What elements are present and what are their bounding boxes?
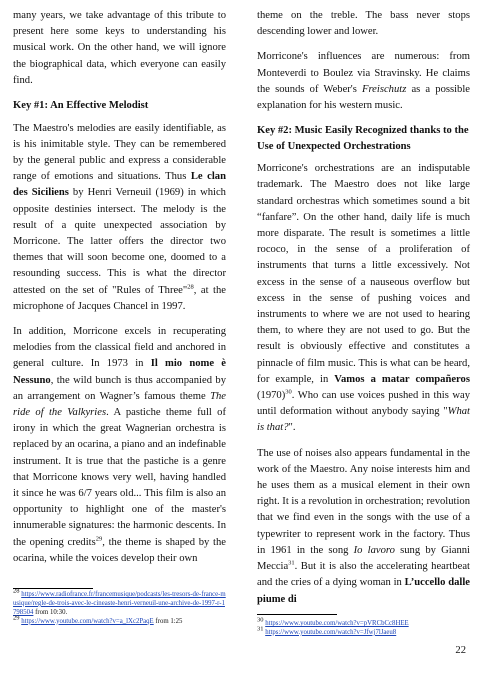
orchestration-paragraph: Morricone's orchestrations are an indisputable trademark. The Maestro does not like large standard orchestras which sometimes sound a bit “fanfare”. On the other hand, daily life is much more disparate. The result is sometimes a little rococo, in the sense of a proliferation of instruments that turns a little excessively. Not excess in the sense of a nauseous overflow but excess in the sense of pushing voices and instruments to where we are not used to hearing them, to where they are not used to go. But the result is obviously effective and constitutes a pinnacle of film music. This is what can be heard, for example, in Vamos a matar compañeros $(1970)^{30}$. Who can use voices pushed in this way until deformation without anybody saying "What is that?". — [257, 163, 470, 434]
right-column — [257, 8, 470, 617]
section-heading-key-2: Key #2: Music Easily Recognized thanks to the Use of Unexpected Orchestrations — [257, 125, 469, 152]
footnote-ref: 30 — [285, 388, 292, 396]
left-column — [13, 8, 226, 576]
work-title: The ride of the Valkyries — [13, 390, 226, 418]
film-title: Il mio nome è Nessuno — [13, 358, 226, 386]
noises-paragraph: The use of noises also appears fundamental in the work of the Maestro. Any noise interests him and he uses them as a musical element in their own right. It is a revolution in orchestration; revolution that we find even in the songs with the use of a typewriter to represent work in the factory. Thus in 1961 in the song Io lavoro sung by Gianni Meccia$^{31}$. But it is also the accelerating heartbeat and the cries of a dying woman in L’uccello dalle piume di — [257, 447, 471, 605]
footnote-divider — [257, 614, 337, 615]
continuation-paragraph: theme on the treble. The bass never stops descending lower and lower. — [257, 10, 470, 38]
footnote-31: $^{31}$ https://www.youtube.com/watch?v=Jfwj7lJaeu8 — [257, 625, 397, 636]
footnote-link[interactable]: https://www.youtube.com/watch?v=pVRCbCc8HEE — [265, 620, 409, 627]
influences-paragraph: Morricone's influences are numerous: from Monteverdi to Boulez via Stravinsky. He claims the sounds of Weber's Freischutz as a possible explanation for his western music. — [257, 51, 470, 112]
footnote-28: $^{28}$ https://www.radiofrance.fr/francemusique/podcasts/les-tresors-de-france-musique/regle-de-trois-avec-le-cineaste-henri-verneuil-une-archive-de-1997-r-1798504 from 10:30. — [13, 587, 226, 616]
classical-paragraph: In addition, Morricone excels in recuperating melodies from the classical field and anchored in general culture. In 1973 in Il mio nome è Nessuno, the wild bunch is thus accompanied by an arrangement on Wagner’s famous theme The ride of the Valkyries. A pastiche theme full of irony in which the great Wagnerian orchestra is replaced by an ocarina, a piano and an indefinable instrument. It is true that the pastiche is a genre that Morricone knows very well, having handled it since he was 6/7 years old... This film is also an opportunity to highlight one of the master's innumerable signatures: the harmonic descents. In the opening credits$^{29}$, the theme is shaped by the ocarina, while the voices develop their own — [13, 325, 226, 564]
footnote-link[interactable]: https://www.radiofrance.fr/francemusique/podcasts/les-tresors-de-france-musique/regle-de-trois-avec-le-cineaste-henri-verneuil-une-archive-de-1997-r-1798504 — [13, 591, 226, 616]
quoted-phrase: What is that? — [257, 406, 470, 434]
work-title: Freischutz — [361, 83, 407, 95]
film-title: L’uccello dalle piume di — [257, 577, 470, 605]
section-heading-key-1: Key #1: An Effective Melodist — [13, 100, 149, 112]
footnote-ref: 28 — [187, 283, 194, 291]
footnote-30: $^{30}$ https://www.youtube.com/watch?v=pVRCbCc8HEE — [257, 616, 409, 627]
footnote-ref: 29 — [95, 535, 103, 543]
melodist-paragraph: The Maestro's melodies are easily identifiable, as is his inimitable style. They can be remembered by the general public and express a considerable range of emotions and situations. Thus Le clan des Siciliens by Henri Verneuil (1969) in which opposite destinies intersect. The melody is the result of a quite unexpected association by Morricone. The latter offers the director two themes that will soon become one, doomed to a resounding success. This is what the director attested on the set of "Rules of Three"$^{28}$, at the microphone of Jacques Chancel in 1997. — [13, 122, 226, 312]
footnote-divider — [13, 588, 93, 589]
film-title: Le clan des Siciliens — [13, 171, 226, 199]
footnote-link[interactable]: https://www.youtube.com/watch?v=a_lXc2PaqE — [21, 617, 154, 625]
footnotes-left — [13, 587, 228, 627]
song-title: Io lavoro — [353, 544, 395, 556]
footnotes-right — [257, 616, 470, 638]
footnote-link[interactable]: https://www.youtube.com/watch?v=Jfwj7lJaeu8 — [265, 628, 397, 636]
footnote-ref: 31 — [288, 559, 295, 567]
film-title: Vamos a matar compañeros — [334, 373, 470, 385]
page-number: 22 — [455, 645, 466, 656]
intro-paragraph: many years, we take advantage of this tribute to present here some keys to understanding his musical work. On the other hand, we will ignore the biographical data, which everyone can easily find. — [13, 10, 226, 86]
footnote-29: $^{29}$ https://www.youtube.com/watch?v=a_lXc2PaqE from 1:25 — [13, 614, 183, 625]
